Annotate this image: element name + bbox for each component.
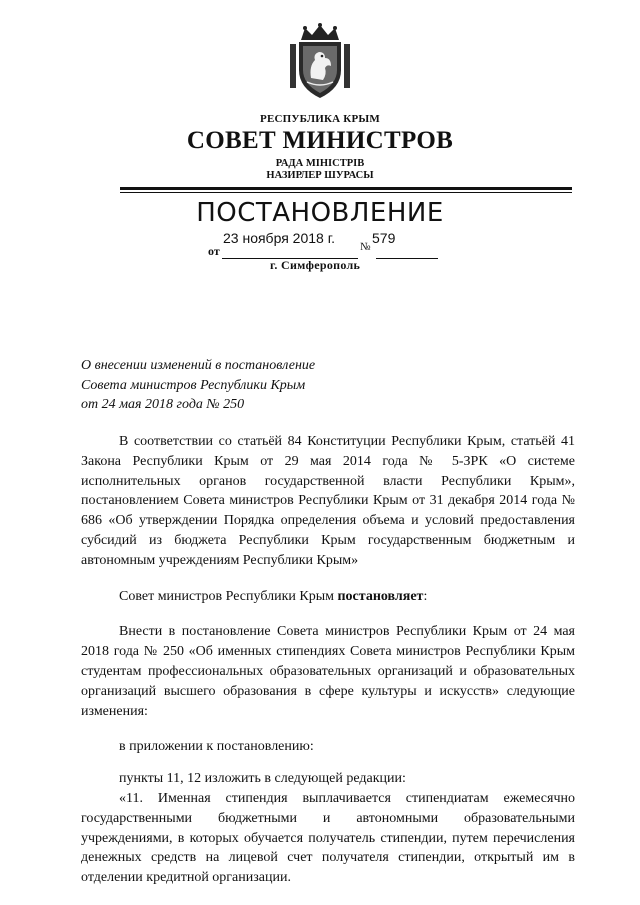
clauses-paragraph: пункты 11, 12 изложить в следующей редакции:: [119, 771, 406, 787]
city-name: г. Симферополь: [270, 258, 361, 272]
council-name-ukrainian: РАДА МІНІСТРІВ: [275, 158, 365, 169]
clause-11-paragraph: «11. Именная стипендия выплачивается стипендиатам ежемесячно государственными бюджетными и автономными образовательными учреждениями, в которых обучается получатель стипендии, путем перечисления денежных средств на лицевой счет получателя стипендии, открытый им в отделении кредитной организации.: [81, 790, 575, 886]
from-label: от: [208, 244, 220, 258]
decree-number: 579: [372, 230, 396, 246]
appendix-paragraph: в приложении к постановлению:: [119, 739, 314, 755]
header-rule-thin: [120, 192, 572, 193]
coat-of-arms-emblem: [287, 22, 353, 100]
preamble-paragraph: В соответствии со статьёй 84 Конституции Республики Крым, статьёй 41 Закона Республики Крым от 29 мая 2014 года № 5-ЗРК «О системе исполнительных органов государственной власти Республики Крым», постановлением Совета министров Республики Крым от 31 декабря 2014 года № 686 «Об утверждении Порядка определения объема и условий предоставления субсидий из бюджета Республики Крым государственным бюджетным и автономным учреждениям Республики Крым»: [81, 434, 575, 568]
council-name-crimean-tatar: НАЗИРЛЕР ШУРАСЫ: [266, 170, 374, 181]
subject-line: Совета министров Республики Крым: [81, 377, 306, 393]
resolution-paragraph: [81, 587, 575, 607]
header-rule-thick: [120, 187, 572, 190]
subject-line: от 24 мая 2018 года № 250: [81, 397, 245, 412]
number-label: №: [360, 241, 371, 253]
resolution-colon: :: [423, 588, 428, 604]
document-type-title: ПОСТАНОВЛЕНИЕ: [196, 198, 444, 228]
council-name: СОВЕТ МИНИСТРОВ: [186, 127, 454, 154]
decree-body: [81, 432, 575, 888]
amendment-paragraph: Внести в постановление Совета министров Республики Крым от 24 мая 2018 года № 250 «Об именных стипендиях Совета министров Республики Крым студентам профессиональных образовательных организаций и образовательных организаций высшего образования в сфере культуры и искусств» следующие изменения:: [81, 624, 575, 719]
republic-name: РЕСПУБЛИКА КРЫМ: [260, 113, 380, 125]
subject-line: О внесении изменений в постановление: [81, 358, 316, 373]
resolution-text: Совет министров Республики Крым: [119, 588, 338, 604]
decree-date: 23 ноября 2018 г.: [223, 230, 335, 246]
number-underline: [376, 258, 438, 259]
resolution-keyword: постановляет: [337, 588, 424, 604]
decree-subject: [81, 356, 315, 415]
